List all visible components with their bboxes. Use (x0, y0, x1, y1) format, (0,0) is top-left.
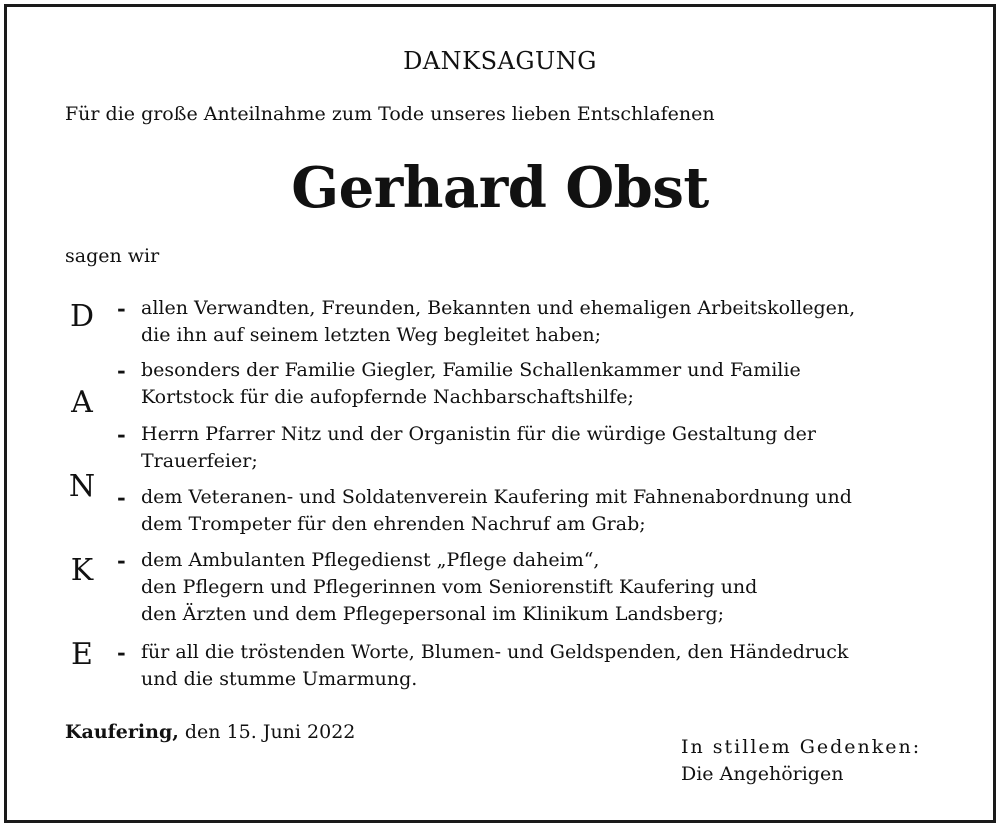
thanks-line: die ihn auf seinem letzten Weg begleitet haben; (141, 324, 602, 346)
thanks-line: dem Ambulanten Pflegedienst „Pflege daheim“, (141, 549, 600, 571)
notice-date: den 15. Juni 2022 (184, 721, 356, 743)
signature-line-1: In stillem Gedenken: (681, 736, 922, 758)
dash-marker: - (117, 485, 126, 510)
deceased-name: Gerhard Obst (291, 155, 709, 221)
notice-heading: DANKSAGUNG (403, 47, 597, 75)
thanks-line: den Ärzten und dem Pflegepersonal im Klinikum Landsberg; (141, 603, 725, 625)
signature-block (681, 734, 921, 788)
obituary-notice (4, 4, 996, 823)
acrostic-letter-n: N (68, 469, 96, 504)
thanks-line: dem Veteranen- und Soldatenverein Kaufering mit Fahnenabordnung und (141, 486, 852, 508)
intro-text: Für die große Anteilnahme zum Tode unseres lieben Entschlafenen (65, 103, 715, 125)
signature-line-2: Die Angehörigen (681, 763, 844, 785)
thanks-line: Kortstock für die aufopfernde Nachbarschaftshilfe; (141, 386, 634, 408)
dash-marker: - (117, 640, 126, 665)
acrostic-letter-k: K (70, 553, 94, 588)
acrostic-letter-a: A (71, 385, 93, 420)
dash-marker: - (117, 296, 126, 321)
dash-marker: - (117, 422, 126, 447)
thanks-line: dem Trompeter für den ehrenden Nachruf am Grab; (141, 513, 646, 535)
place-name: Kaufering, (65, 721, 179, 743)
thanks-line: Herrn Pfarrer Nitz und der Organistin für die würdige Gestaltung der (141, 423, 816, 445)
sagen-wir-text: sagen wir (65, 245, 160, 267)
thanks-line: und die stumme Umarmung. (141, 668, 418, 690)
acrostic-letter-e: E (71, 637, 93, 672)
thanks-line: für all die tröstenden Worte, Blumen- und Geldspenden, den Händedruck (141, 641, 849, 663)
dash-marker: - (117, 548, 126, 573)
place-date (65, 721, 355, 743)
thanks-line: besonders der Familie Giegler, Familie Schallenkammer und Familie (141, 359, 801, 381)
thanks-line: allen Verwandten, Freunden, Bekannten und ehemaligen Arbeitskollegen, (141, 297, 856, 319)
dash-marker: - (117, 358, 126, 383)
acrostic-letter-d: D (69, 299, 95, 334)
thanks-line: Trauerfeier; (141, 450, 258, 472)
thanks-line: den Pflegern und Pflegerinnen vom Seniorenstift Kaufering und (141, 576, 758, 598)
